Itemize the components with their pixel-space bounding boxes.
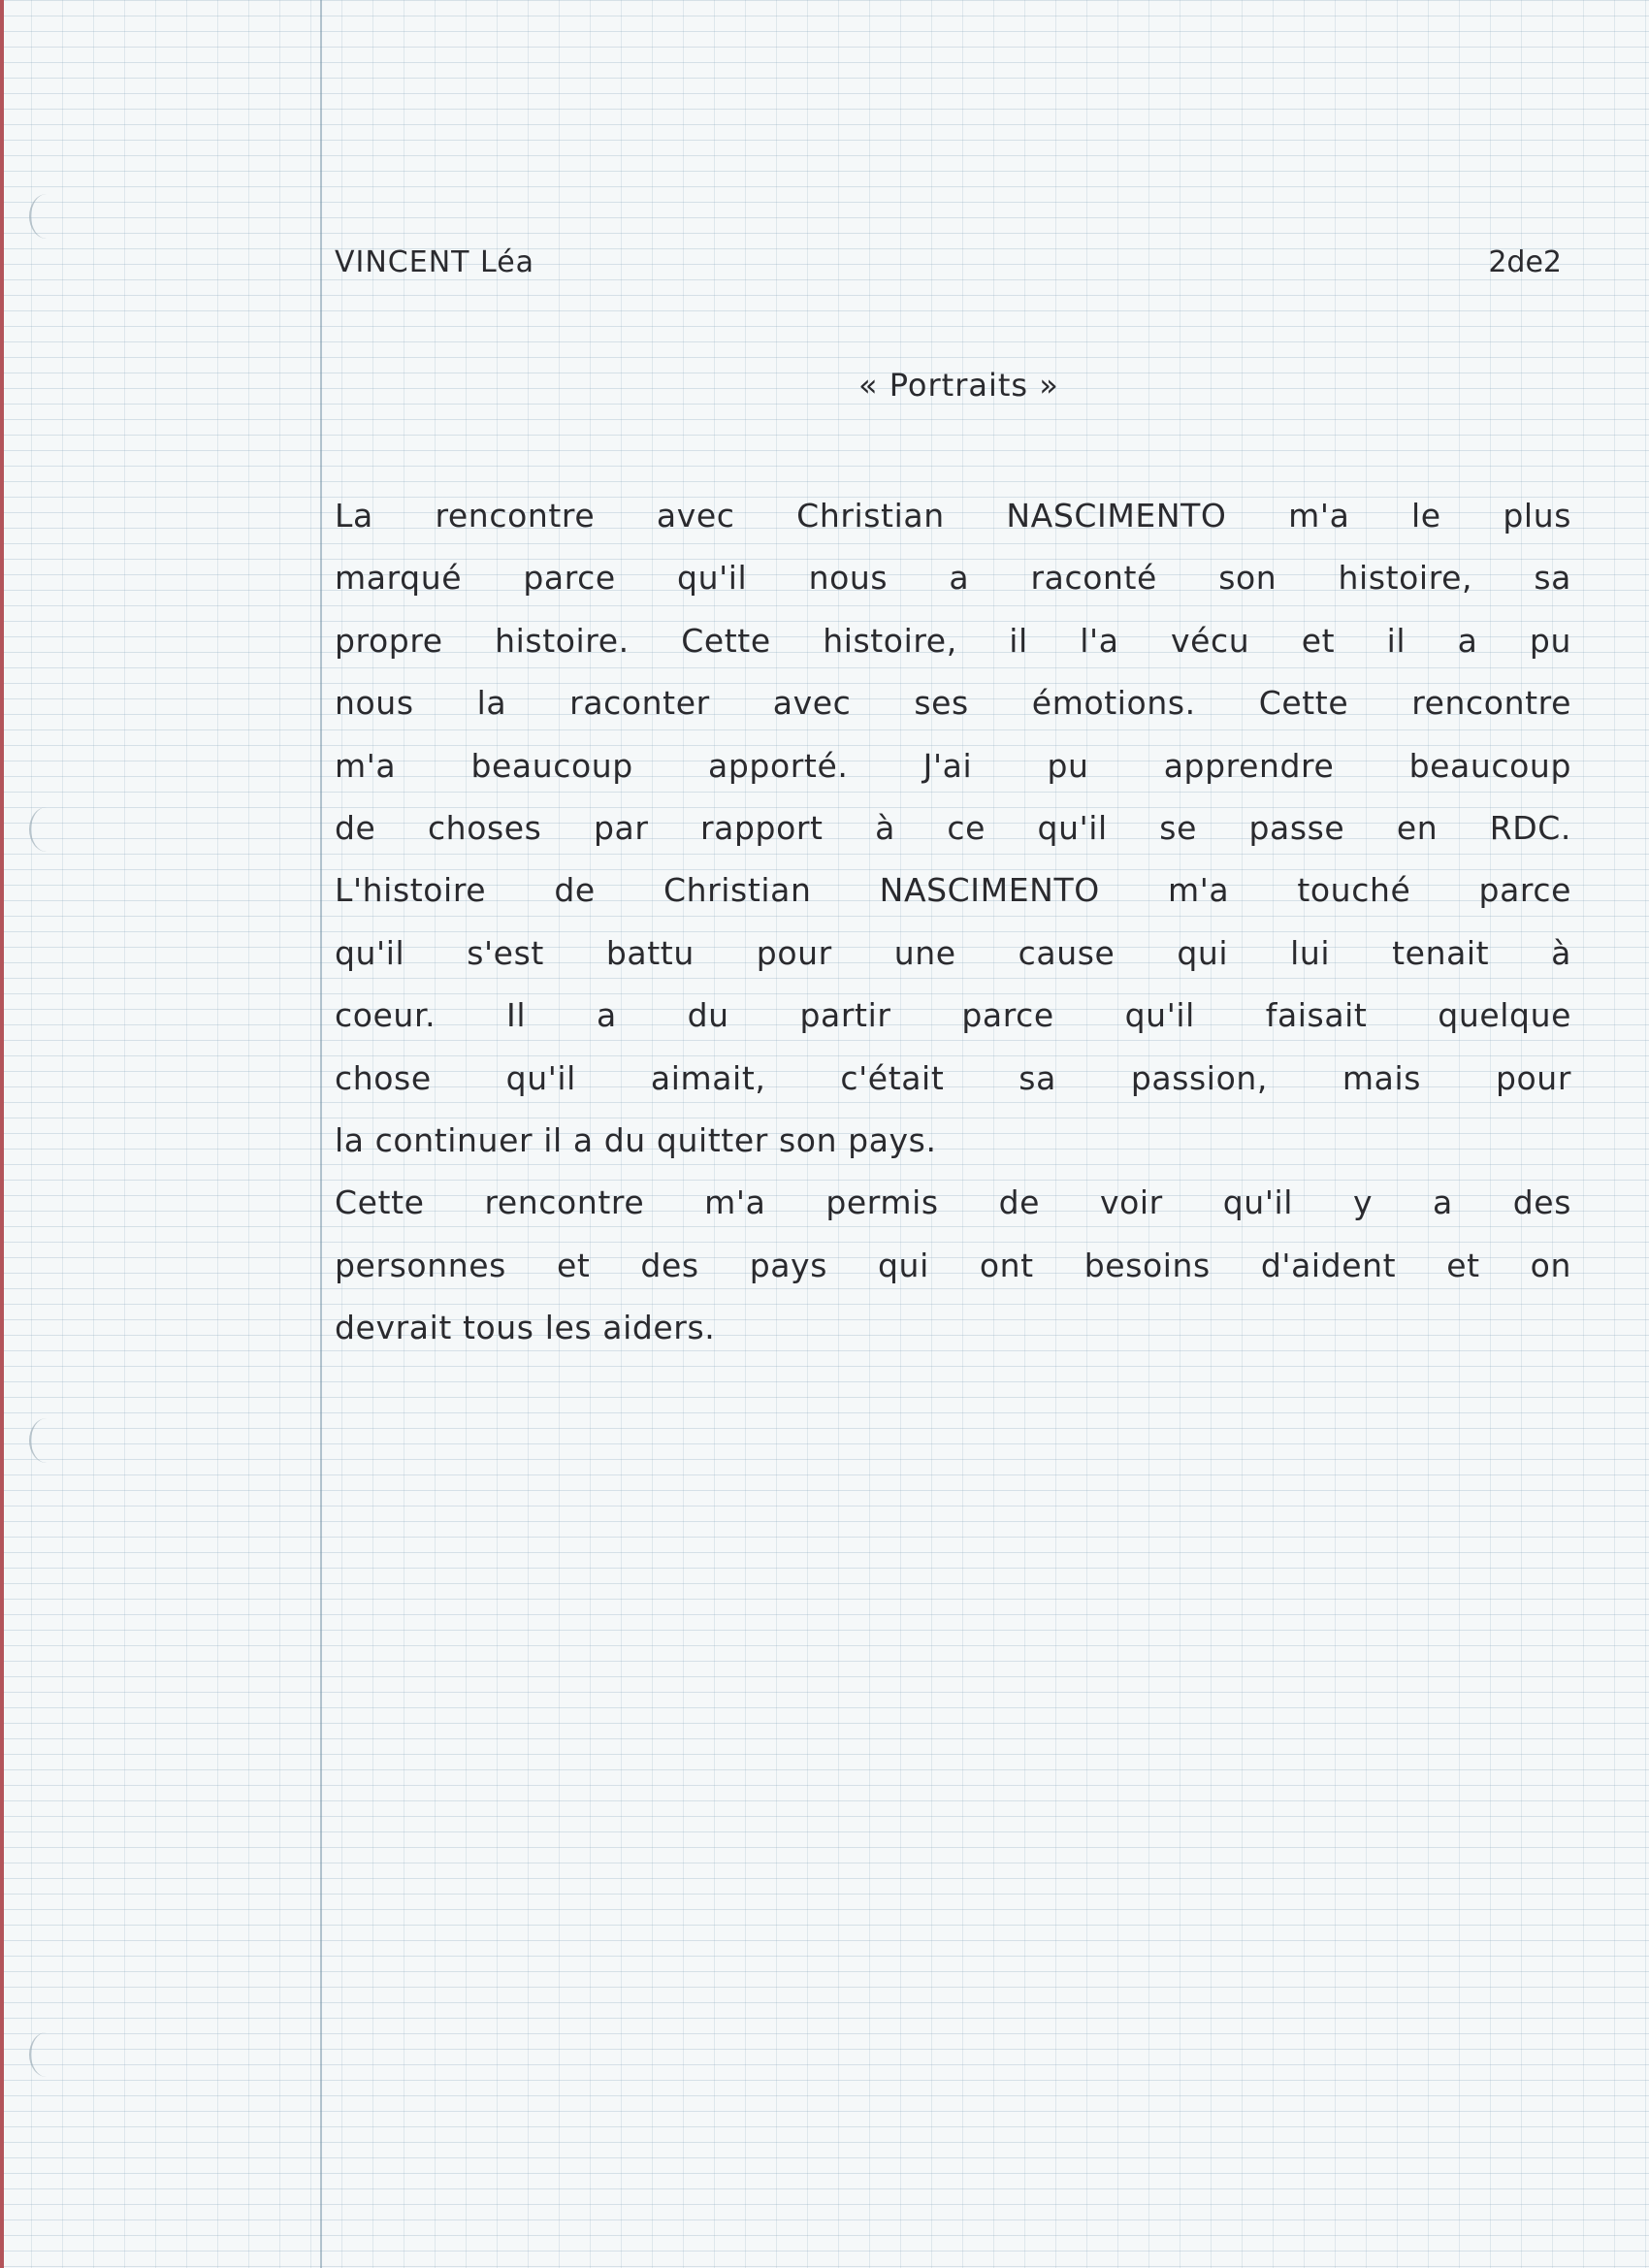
page-edge	[0, 0, 4, 2268]
binder-hole	[29, 194, 64, 239]
essay-line: nous la raconter avec ses émotions. Cette rencontre	[335, 684, 1571, 723]
essay-line: Cette rencontre m'a permis de voir qu'il y a des	[335, 1183, 1571, 1222]
margin-line	[320, 0, 322, 2268]
essay-line: de choses par rapport à ce qu'il se passe en RDC.	[335, 809, 1571, 848]
binder-hole	[29, 1418, 64, 1463]
essay-line: m'a beaucoup apporté. J'ai pu apprendre beaucoup	[335, 746, 1571, 785]
essay-line: personnes et des pays qui ont besoins d'aident et on	[335, 1246, 1571, 1284]
essay-body	[335, 485, 1571, 1360]
essay-title: « Portraits »	[858, 367, 1059, 404]
essay-line: qu'il s'est battu pour une cause qui lui tenait à	[335, 933, 1571, 972]
essay-line: la continuer il a du quitter son pays.	[335, 1121, 937, 1160]
essay-line: chose qu'il aimait, c'était sa passion, mais pour	[335, 1058, 1571, 1097]
essay-line: propre histoire. Cette histoire, il l'a vécu et il a pu	[335, 621, 1571, 660]
class-label: 2de2	[1488, 245, 1562, 279]
essay-line: La rencontre avec Christian NASCIMENTO m'a le plus	[335, 497, 1571, 535]
essay-line: coeur. Il a du partir parce qu'il faisait quelque	[335, 996, 1571, 1035]
essay-line: L'histoire de Christian NASCIMENTO m'a touché parce	[335, 871, 1571, 910]
binder-hole	[29, 2032, 64, 2077]
student-name: VINCENT Léa	[335, 245, 535, 279]
essay-line: devrait tous les aiders.	[335, 1309, 716, 1347]
binder-hole	[29, 807, 64, 852]
essay-line: marqué parce qu'il nous a raconté son histoire, sa	[335, 559, 1571, 598]
